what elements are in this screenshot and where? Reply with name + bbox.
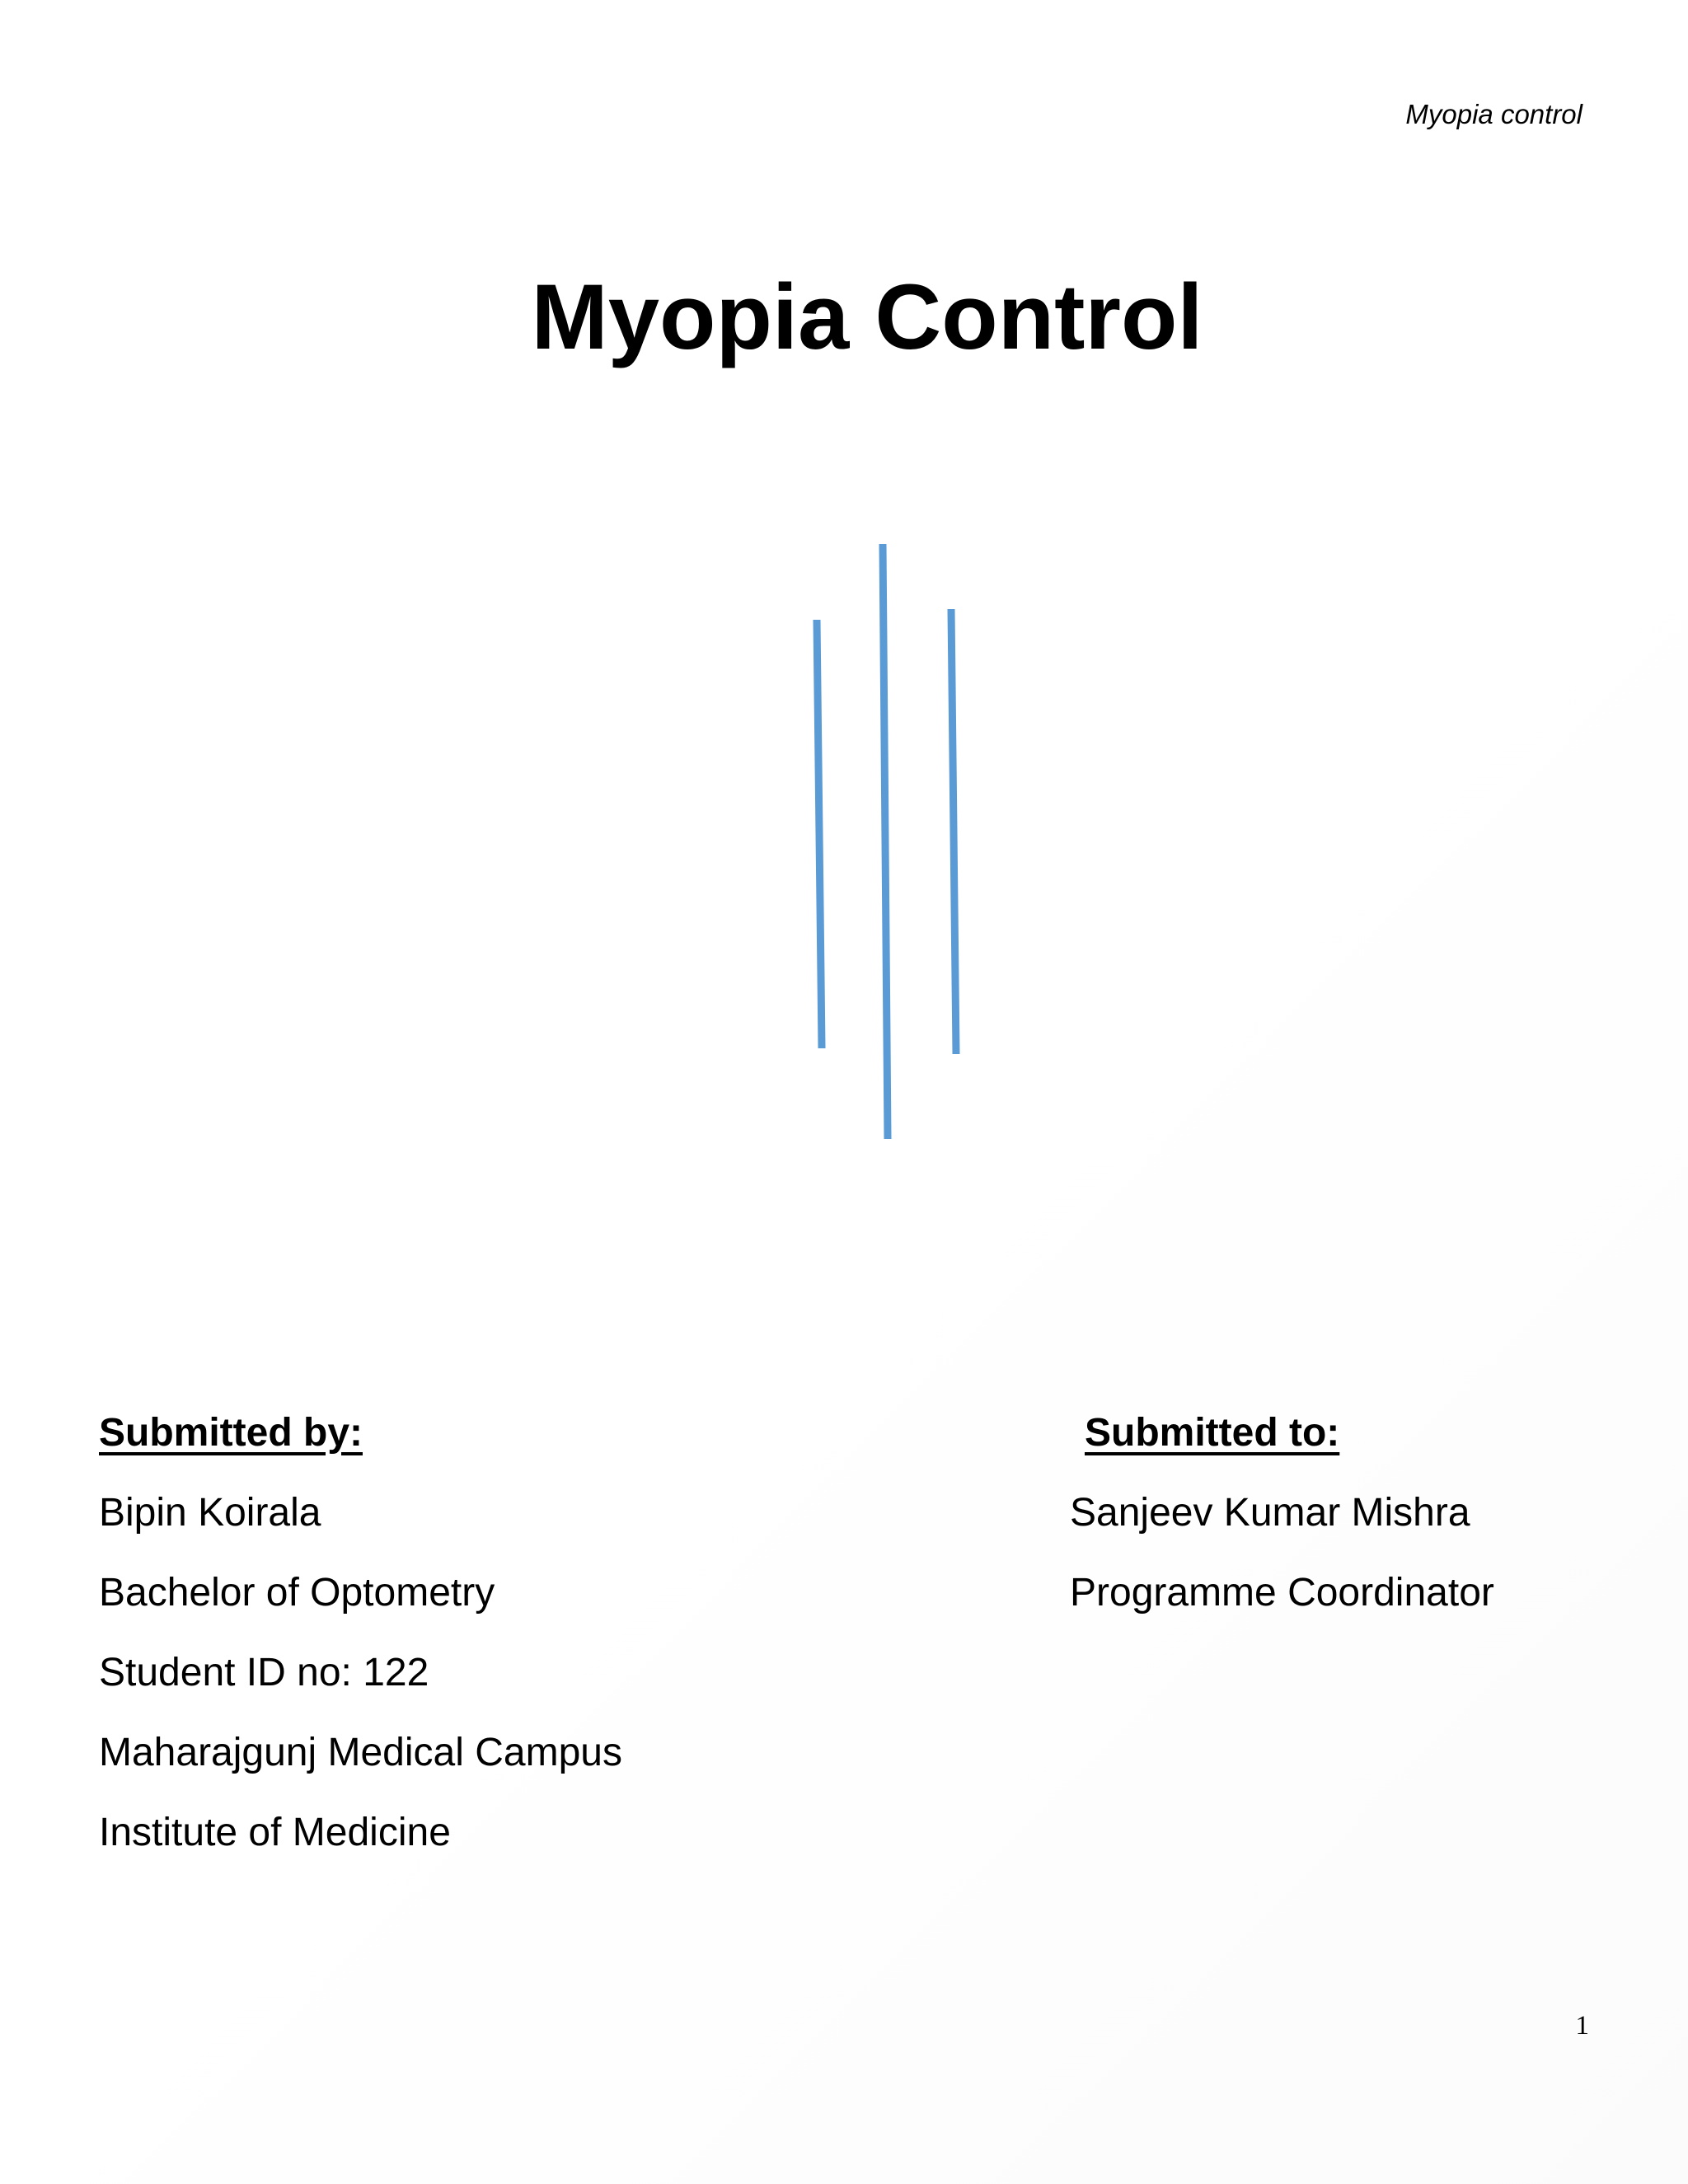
student-name: Bipin Koirala — [99, 1491, 321, 1535]
page-number: 1 — [1575, 2011, 1589, 2041]
document-title: Myopia Control — [531, 265, 1203, 368]
decor-line-center — [883, 544, 888, 1139]
student-program: Bachelor of Optometry — [99, 1571, 495, 1615]
decor-line-right — [951, 609, 956, 1054]
submitted-by-heading: Submitted by: — [99, 1411, 363, 1455]
recipient-name: Sanjeev Kumar Mishra — [1070, 1491, 1470, 1535]
student-id: Student ID no: 122 — [99, 1651, 429, 1694]
decor-line-left — [817, 620, 822, 1048]
student-campus: Maharajgunj Medical Campus — [99, 1731, 622, 1774]
submitted-by-block — [99, 1393, 622, 1872]
recipient-role: Programme Coordinator — [1070, 1571, 1494, 1615]
submitted-to-block — [1070, 1393, 1581, 1633]
submitted-to-heading: Submitted to: — [1085, 1411, 1340, 1455]
running-header: Myopia control — [1405, 99, 1582, 129]
student-institute: Institute of Medicine — [99, 1811, 451, 1854]
